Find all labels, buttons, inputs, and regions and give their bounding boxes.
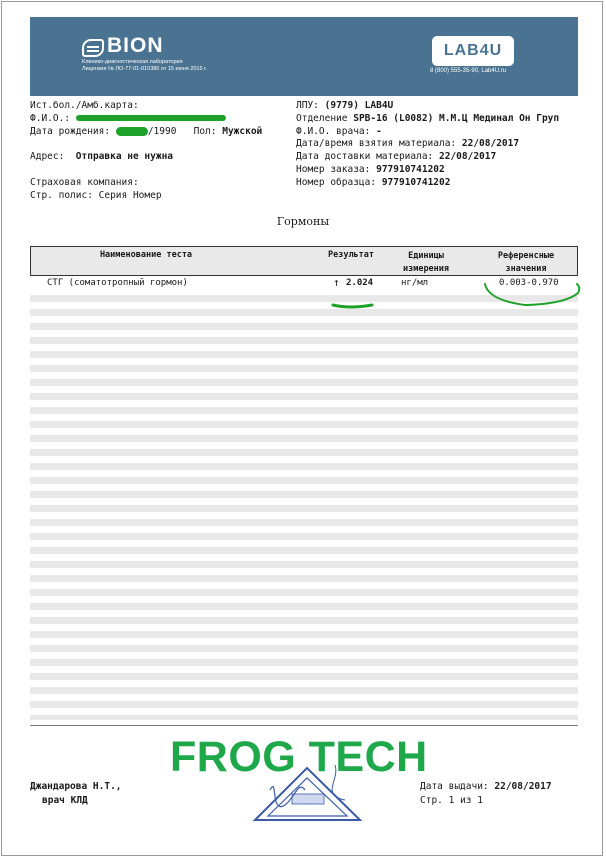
lpu-label: ЛПУ: xyxy=(296,100,319,111)
bottom-divider xyxy=(30,725,578,726)
insurance-label: Страховая компания: xyxy=(30,176,139,188)
insurance-row xyxy=(30,177,262,190)
sample-date-value: 22/08/2017 xyxy=(461,138,520,150)
birth-label: Дата рождения: xyxy=(30,125,111,137)
order-no-label: Номер заказа: xyxy=(296,163,371,175)
bion-logo xyxy=(82,34,222,87)
dept-label: Отделение xyxy=(296,112,348,124)
sample-date-label: Дата/время взятия материала: xyxy=(296,138,457,150)
address-value: Отправка не нужна xyxy=(75,151,174,163)
sample-no-label: Номер образца: xyxy=(296,176,377,188)
watermark-text: FROG TECH xyxy=(170,733,428,781)
lab4u-logo: LAB4U xyxy=(432,36,514,66)
table-stripes xyxy=(30,288,578,720)
sample-date-row xyxy=(296,138,559,151)
address-label: Адрес: xyxy=(30,151,65,163)
result-flag: ↑ xyxy=(333,276,340,289)
lpu-value: (9779) LAB4U xyxy=(324,100,394,111)
lab4u-contacts: 8 (800) 555-35-90, Lab4U.ru xyxy=(430,68,507,74)
sample-no-value: 977910741202 xyxy=(381,176,451,188)
bion-mark-icon xyxy=(82,39,104,57)
header-name: Наименование теста xyxy=(99,250,193,260)
delivery-value: 22/08/2017 xyxy=(439,151,497,163)
issue-label: Дата выдачи: xyxy=(420,781,489,792)
section-title: Гормоны xyxy=(276,215,330,228)
delivery-row xyxy=(296,151,559,164)
birth-year: /1990 xyxy=(147,125,177,137)
table-header xyxy=(30,246,578,276)
redaction-mark xyxy=(76,115,226,121)
doctor-value: - xyxy=(376,125,382,137)
sex-label: Пол: xyxy=(193,125,217,137)
lpu-row xyxy=(296,100,559,113)
doctor-row xyxy=(296,126,559,139)
policy-row xyxy=(30,190,262,203)
footer-issue xyxy=(420,780,552,808)
order-info xyxy=(296,100,559,190)
results-table xyxy=(30,246,578,290)
sex-value: Мужской xyxy=(222,125,263,137)
page-number: Стр. 1 из 1 xyxy=(420,795,483,806)
lab-subtitle: Клинико-диагностическая лаборатория xyxy=(82,59,183,65)
fio-row xyxy=(30,113,262,126)
delivery-label: Дата доставки материала: xyxy=(296,151,434,163)
lab-license: Лицензия № ЛО-77-01-010380 от 15 июня 2015 г. xyxy=(82,66,207,72)
card-label: Ист.бол./Амб.карта: xyxy=(30,100,139,111)
redaction-mark xyxy=(116,127,148,136)
address-row xyxy=(30,151,262,164)
birth-row xyxy=(30,126,262,139)
policy-label: Стр. полис: Серия Номер xyxy=(30,189,162,201)
sample-no-row xyxy=(296,177,559,190)
reference-range: 0.003-0.970 xyxy=(499,278,559,288)
bion-subtitle xyxy=(82,59,207,73)
patient-info xyxy=(30,100,262,202)
result-value: 2.024 xyxy=(346,278,374,288)
header-units: Единицы измерения xyxy=(402,251,450,274)
dept-row xyxy=(296,113,559,126)
test-name: СТГ (соматотропный гормон) xyxy=(47,278,188,288)
fio-label: Ф.И.О.: xyxy=(30,112,71,124)
result-units: нг/мл xyxy=(401,278,429,288)
doctor-label: Ф.И.О. врача: xyxy=(296,125,371,137)
footer-doctor xyxy=(30,780,122,808)
header-result: Результат xyxy=(327,250,375,260)
issue-date: 22/08/2017 xyxy=(494,781,552,792)
doctor-name: Джандарова Н.Т., xyxy=(30,781,122,792)
bion-name: BION xyxy=(107,34,164,57)
card-row xyxy=(30,100,262,113)
report-header xyxy=(30,17,578,96)
table-row xyxy=(30,276,578,290)
order-no-row xyxy=(296,164,559,177)
doctor-role: врач КЛД xyxy=(42,795,88,806)
header-reference: Референсные значения xyxy=(497,251,555,274)
dept-value: SPB-16 (L0082) М.М.Ц Мединал Он Груп xyxy=(353,112,560,124)
order-no-value: 977910741202 xyxy=(376,163,445,175)
